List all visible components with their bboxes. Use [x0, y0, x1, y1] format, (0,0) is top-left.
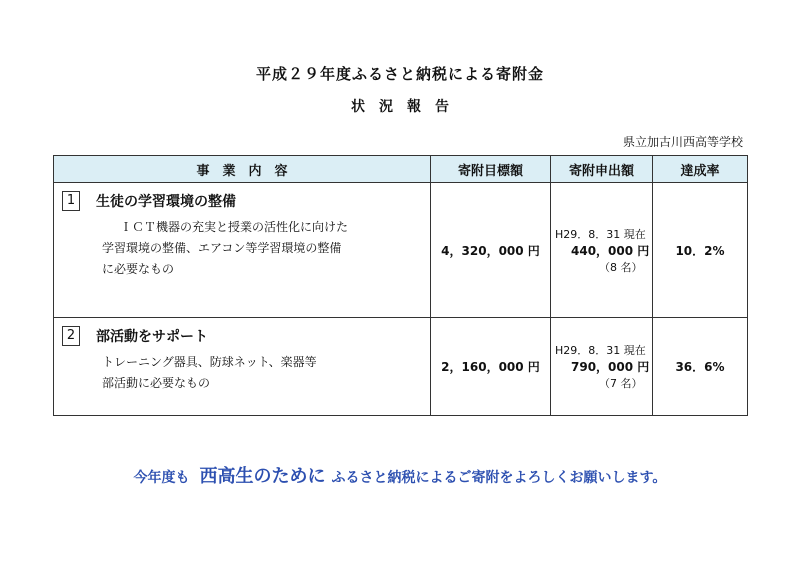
item-number: 1	[62, 191, 80, 211]
item-content	[54, 318, 431, 416]
achievement-rate: 10．2%	[653, 183, 748, 318]
item-description	[62, 217, 420, 280]
applied-amount-cell	[551, 183, 653, 318]
as-of-date: H29．8．31 現在	[555, 344, 646, 357]
document-title: 平成２９年度ふるさと納税による寄附金	[255, 65, 544, 83]
header-rate: 達成率	[653, 156, 748, 183]
header-applied: 寄附申出額	[551, 156, 653, 183]
item-number: 2	[62, 326, 80, 346]
as-of-date: H29．8．31 現在	[555, 227, 646, 241]
footer-part2: 西高生のために	[199, 466, 326, 487]
school-name: 県立加古川西高等学校	[622, 135, 743, 149]
desc-line: 学習環境の整備、エアコン等学習環境の整備	[102, 241, 342, 255]
item-content	[54, 183, 431, 318]
desc-line: 部活動に必要なもの	[102, 376, 211, 390]
item-heading	[62, 191, 420, 211]
applied-amount: 790，000 円	[571, 360, 650, 374]
donation-report-table	[53, 155, 748, 416]
desc-line: に必要なもの	[102, 262, 175, 276]
target-amount: 4，320，000 円	[431, 183, 551, 318]
target-amount: 2，160，000 円	[431, 318, 551, 416]
applied-amount: 440，000 円	[571, 243, 650, 258]
table-row	[54, 183, 748, 318]
table-row	[54, 318, 748, 416]
item-title: 生徒の学習環境の整備	[96, 194, 236, 210]
achievement-rate: 36．6%	[653, 318, 748, 416]
footer-message	[0, 462, 800, 488]
item-description	[62, 352, 420, 394]
header-content: 事 業 内 容	[54, 156, 431, 183]
desc-line: ＩＣＴ機器の充実と授業の活性化に向けた	[120, 220, 349, 234]
document-subtitle: 状 況 報 告	[351, 99, 449, 115]
desc-line: トレーニング器具、防球ネット、楽器等	[102, 355, 317, 369]
table-header-row	[54, 156, 748, 183]
footer-part1: 今年度も	[133, 470, 190, 486]
donor-count: （8 名）	[599, 260, 643, 274]
item-heading	[62, 326, 420, 346]
donor-count: （7 名）	[599, 377, 643, 390]
header-target: 寄附目標額	[431, 156, 551, 183]
footer-part3: ふるさと納税によるご寄附をよろしくお願いします。	[331, 470, 667, 486]
applied-amount-cell	[551, 318, 653, 416]
item-title: 部活動をサポート	[96, 329, 208, 345]
